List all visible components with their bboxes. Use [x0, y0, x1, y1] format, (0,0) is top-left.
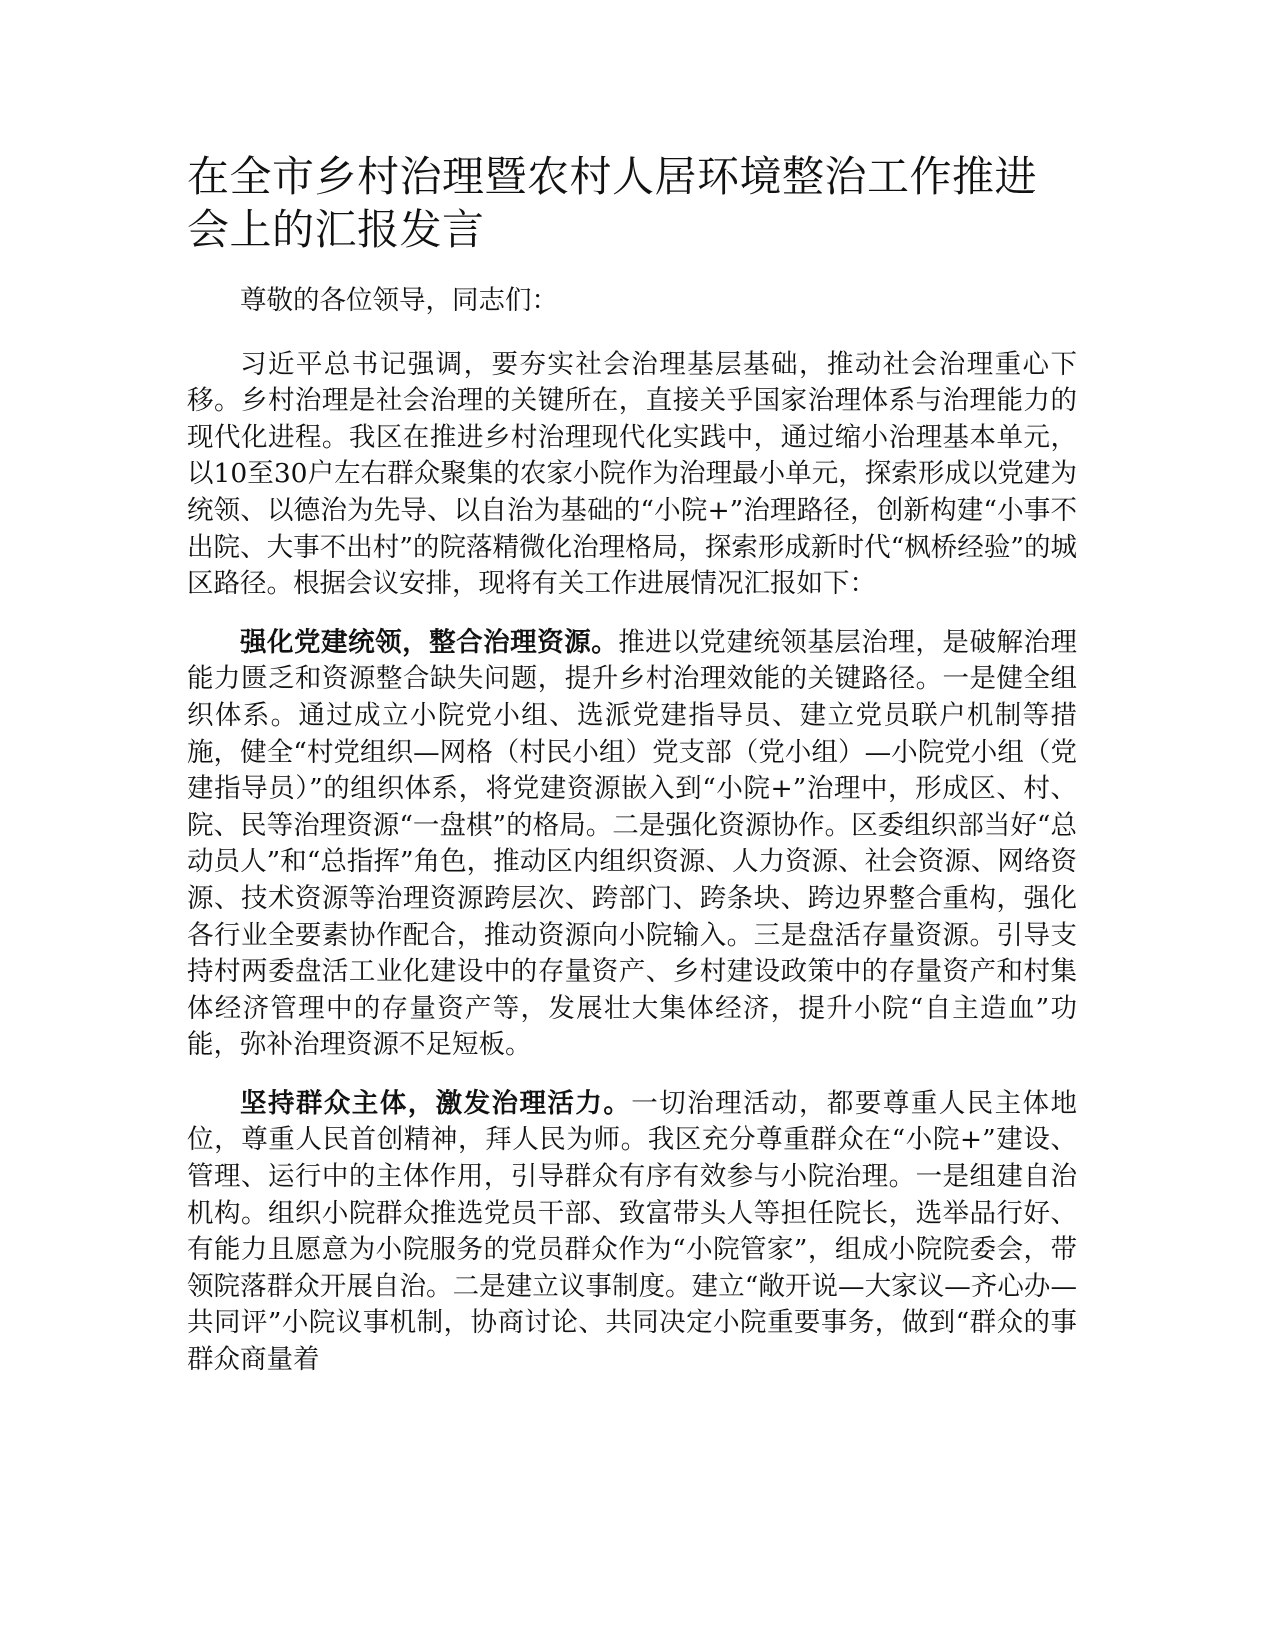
- document-title: 在全市乡村治理暨农村人居环境整治工作推进会上的汇报发言: [187, 152, 1038, 254]
- paragraph-party-leadership: [187, 625, 1077, 1064]
- paragraph-mass-subject: [187, 1086, 1077, 1379]
- salutation: 尊敬的各位领导，同志们：: [240, 285, 558, 316]
- paragraph-intro: [187, 347, 1077, 603]
- paragraph-heading-party-leadership: 强化党建统领，整合治理资源。: [240, 626, 619, 658]
- document-body: [187, 150, 1077, 1379]
- paragraph-heading-mass-subject: 坚持群众主体，激发治理活力。: [240, 1087, 632, 1119]
- paragraph-mass-subject-text: 一切治理活动，都要尊重人民主体地位，尊重人民首创精神，拜人民为师。我区充分尊重群众在“小院+”建设、管理、运行中的主体作用，引导群众有序有效参与小院治理。一是组建自治机构。组织小院群众推选党员干部、致富带头人等担任院长，选举品行好、有能力且愿意为小院服务的党员群众作为“小院管家”，组成小院院委会，带领院落群众开展自治。二是建立议事制度。建立“敞开说—大家议—齐心办—共同评”小院议事机制，协商讨论、共同决定小院重要事务，做到“群众的事群众商量着: [187, 1087, 1078, 1376]
- paragraph-party-leadership-text: 推进以党建统领基层治理，是破解治理能力匮乏和资源整合缺失问题，提升乡村治理效能的关键路径。一是健全组织体系。通过成立小院党小组、选派党建指导员、建立党员联户机制等措施，健全“村党组织—网格（村民小组）党支部（党小组）—小院党小组（党建指导员）”的组织体系，将党建资源嵌入到“小院+”治理中，形成区、村、院、民等治理资源“一盘棋”的格局。二是强化资源协作。区委组织部当好“总动员人”和“总指挥”角色，推动区内组织资源、人力资源、社会资源、网络资源、技术资源等治理资源跨层次、跨部门、跨条块、跨边界整合重构，强化各行业全要素协作配合，推动资源向小院输入。三是盘活存量资源。引导支持村两委盘活工业化建设中的存量资产、乡村建设政策中的存量资产和村集体经济管理中的存量资产等，发展壮大集体经济，提升小院“自主造血”功能，弥补治理资源不足短板。: [187, 626, 1078, 1061]
- paragraph-intro-text: 习近平总书记强调，要夯实社会治理基层基础，推动社会治理重心下移。乡村治理是社会治理的关键所在，直接关乎国家治理体系与治理能力的现代化进程。我区在推进乡村治理现代化实践中，通过缩小治理基本单元，以10至30户左右群众聚集的农家小院作为治理最小单元，探索形成以党建为统领、以德治为先导、以自治为基础的“小院+”治理路径，创新构建“小事不出院、大事不出村”的院落精微化治理格局，探索形成新时代“枫桥经验”的城区路径。根据会议安排，现将有关工作进展情况汇报如下：: [187, 348, 1077, 600]
